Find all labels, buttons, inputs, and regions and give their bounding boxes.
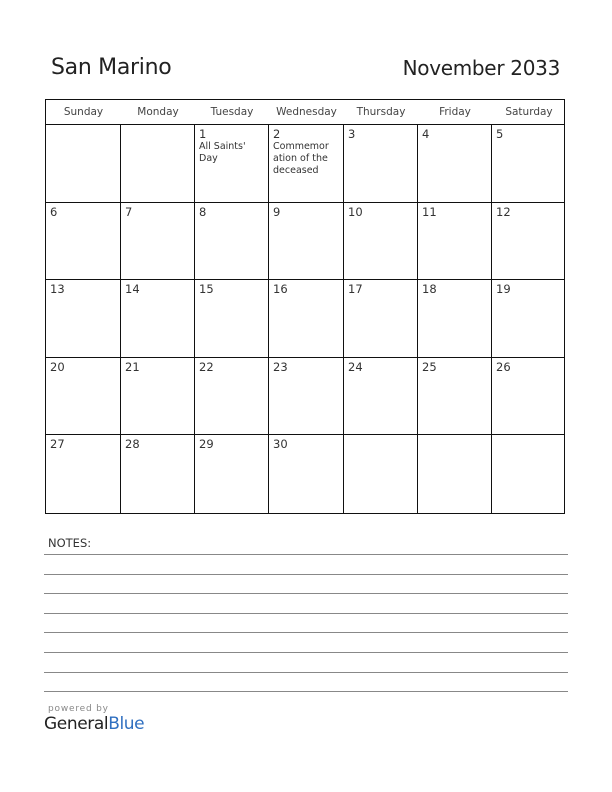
notes-lines bbox=[44, 550, 568, 692]
weekday-monday: Monday bbox=[137, 106, 179, 118]
day-cell bbox=[269, 203, 344, 280]
day-number: 29 bbox=[199, 437, 214, 451]
day-number: 20 bbox=[50, 359, 65, 374]
day-number: 3 bbox=[348, 127, 356, 141]
day-number: 24 bbox=[348, 359, 363, 374]
day-cell bbox=[344, 203, 418, 280]
day-cell bbox=[492, 125, 566, 202]
day-cell bbox=[418, 358, 492, 435]
day-cell bbox=[269, 125, 344, 202]
day-cell bbox=[492, 358, 566, 435]
day-number: 23 bbox=[273, 359, 288, 374]
day-number: 18 bbox=[422, 282, 437, 296]
day-cell bbox=[418, 435, 492, 513]
brand-footer bbox=[44, 704, 144, 734]
day-cell bbox=[121, 358, 195, 435]
day-number: 4 bbox=[422, 127, 430, 141]
day-cell bbox=[418, 125, 492, 202]
weekday-header-row bbox=[46, 100, 564, 125]
note-line bbox=[44, 614, 568, 634]
day-number: 27 bbox=[50, 437, 65, 451]
weekday-saturday: Saturday bbox=[505, 106, 553, 118]
weekday-friday: Friday bbox=[439, 106, 471, 118]
day-number: 9 bbox=[273, 204, 281, 219]
day-cell bbox=[492, 280, 566, 357]
day-cell bbox=[121, 280, 195, 357]
country-title: San Marino bbox=[51, 55, 172, 80]
day-number: 10 bbox=[348, 204, 363, 219]
notes-section bbox=[44, 536, 568, 692]
day-number: 2 bbox=[273, 127, 281, 141]
weekday-thursday: Thursday bbox=[356, 106, 406, 118]
day-cell bbox=[492, 435, 566, 513]
weekday-wednesday: Wednesday bbox=[276, 106, 337, 118]
day-cell bbox=[195, 435, 269, 513]
day-cell bbox=[418, 203, 492, 280]
day-cell bbox=[121, 435, 195, 513]
generalblue-logo bbox=[44, 714, 144, 734]
month-year-title: November 2033 bbox=[402, 56, 560, 80]
day-cell bbox=[46, 203, 121, 280]
weekday-sunday: Sunday bbox=[63, 106, 104, 118]
day-number: 30 bbox=[273, 437, 288, 451]
day-number: 8 bbox=[199, 204, 207, 219]
day-cell bbox=[121, 203, 195, 280]
day-number: 26 bbox=[496, 359, 511, 374]
day-number: 12 bbox=[496, 204, 511, 219]
day-cell bbox=[344, 435, 418, 513]
day-cell bbox=[195, 203, 269, 280]
day-cell bbox=[46, 280, 121, 357]
week-row bbox=[46, 125, 564, 203]
note-line bbox=[44, 653, 568, 673]
week-row bbox=[46, 203, 564, 281]
weekday-tuesday: Tuesday bbox=[210, 106, 254, 118]
day-number: 5 bbox=[496, 127, 504, 141]
day-cell bbox=[46, 435, 121, 513]
day-cell bbox=[269, 280, 344, 357]
day-cell bbox=[121, 125, 195, 202]
holiday-label: Commemor ation of the deceased bbox=[273, 141, 329, 176]
day-cell bbox=[344, 125, 418, 202]
day-number: 28 bbox=[125, 437, 140, 451]
day-number: 13 bbox=[50, 282, 65, 296]
day-cell bbox=[195, 125, 269, 202]
day-cell bbox=[344, 280, 418, 357]
day-number: 21 bbox=[125, 359, 140, 374]
notes-label: NOTES: bbox=[48, 536, 92, 550]
day-number: 19 bbox=[496, 282, 511, 296]
note-line bbox=[44, 575, 568, 595]
day-number: 1 bbox=[199, 127, 207, 141]
calendar-weeks bbox=[46, 125, 564, 513]
brand-general: General bbox=[44, 714, 109, 734]
day-cell bbox=[269, 435, 344, 513]
note-line bbox=[44, 633, 568, 653]
day-number: 11 bbox=[422, 204, 437, 219]
day-number: 7 bbox=[125, 204, 133, 219]
note-line bbox=[44, 594, 568, 614]
day-number: 15 bbox=[199, 282, 214, 296]
day-number: 14 bbox=[125, 282, 140, 296]
note-line bbox=[44, 673, 568, 693]
day-cell bbox=[344, 358, 418, 435]
day-cell bbox=[195, 280, 269, 357]
day-cell bbox=[418, 280, 492, 357]
day-cell bbox=[269, 358, 344, 435]
day-number: 16 bbox=[273, 282, 288, 296]
day-number: 6 bbox=[50, 204, 58, 219]
day-cell bbox=[492, 203, 566, 280]
brand-blue: Blue bbox=[108, 714, 145, 734]
day-cell bbox=[195, 358, 269, 435]
powered-by-text: powered by bbox=[48, 704, 109, 714]
day-number: 17 bbox=[348, 282, 363, 296]
day-cell bbox=[46, 125, 121, 202]
holiday-label: All Saints' Day bbox=[199, 141, 246, 164]
week-row bbox=[46, 358, 564, 436]
day-cell bbox=[46, 358, 121, 435]
week-row bbox=[46, 435, 564, 513]
day-number: 22 bbox=[199, 359, 214, 374]
note-line bbox=[44, 555, 568, 575]
day-number: 25 bbox=[422, 359, 437, 374]
week-row bbox=[46, 280, 564, 358]
calendar-grid bbox=[45, 99, 565, 514]
